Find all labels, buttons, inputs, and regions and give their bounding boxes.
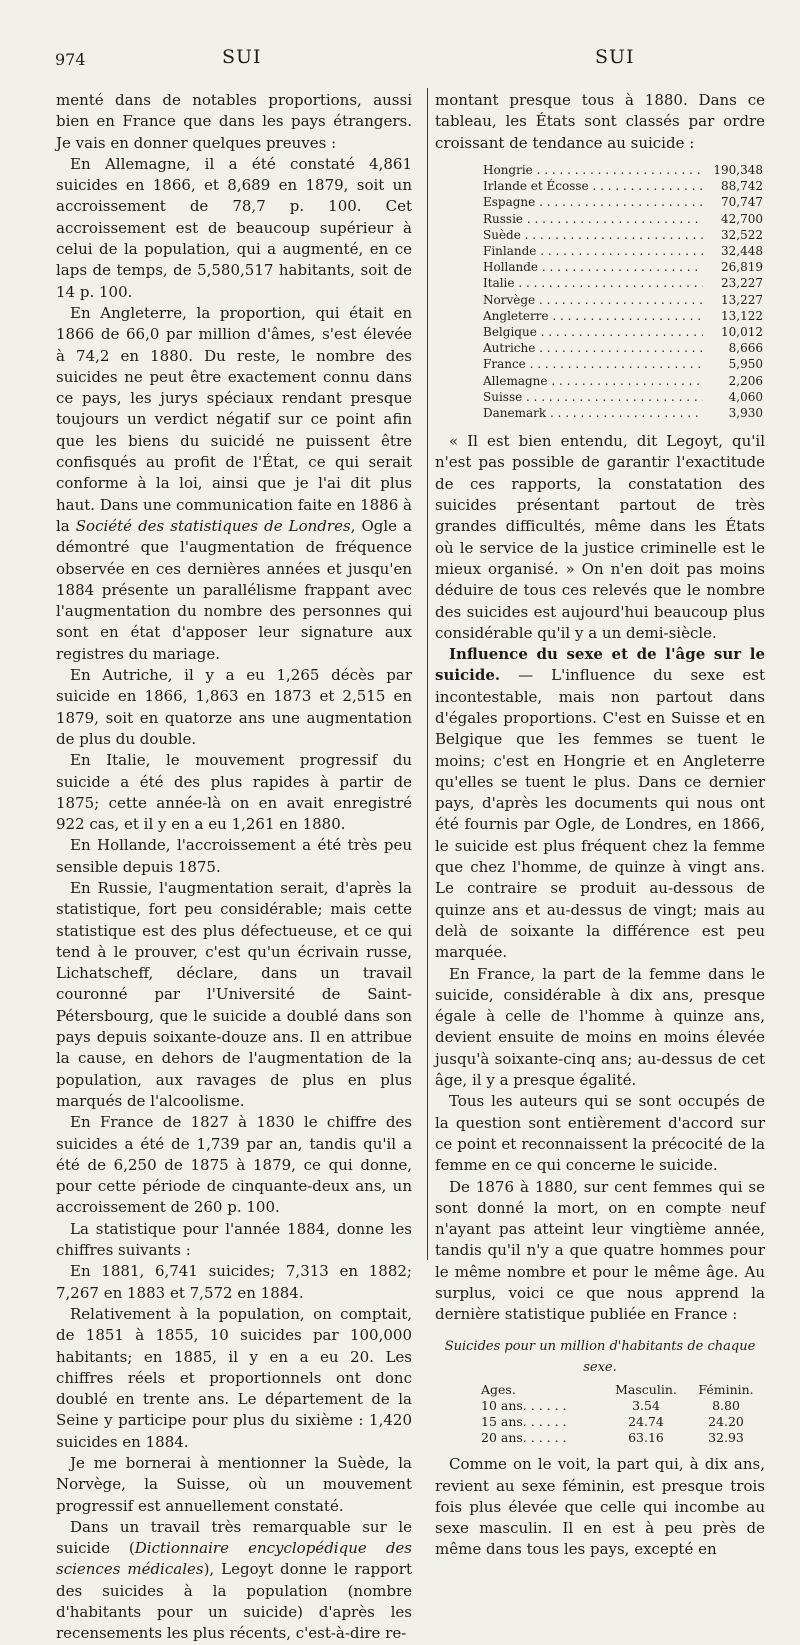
- country-name: Norvège . . .: [483, 292, 703, 308]
- right-column: [435, 90, 765, 1561]
- paragraph: [435, 644, 765, 963]
- country-value: 4,060: [728, 389, 763, 404]
- paragraph: De 1876 à 1880, sur cent femmes qui se sont donné la mort, on en compte neuf n'ayant pas atteint leur vingtième année, tandis qu'il n'y a que quatre hommes pour le même nombre et pour le même âge. Au surplus, voici ce que nous apprend la dernière statistique publiée en France :: [435, 1177, 765, 1324]
- paragraph: Comme on le voit, la part qui, à dix ans, revient au sexe féminin, est presque trois fois plus élevée que celle qui incombe au sexe masculin. Il en est à peu près de même dans tous les pays, excepté en: [435, 1455, 765, 1559]
- feminin-cell: 24.20: [708, 1414, 744, 1430]
- country-value: 88,742: [721, 179, 763, 194]
- country-value: 3,930: [728, 405, 763, 420]
- country-name: Espagne . . .: [483, 194, 703, 210]
- masculin-cell: 63.16: [628, 1430, 664, 1446]
- age-cell: 15 ans. . . . . .: [481, 1414, 567, 1430]
- paragraph: En Autriche, il y a eu 1,265 décès par suicide en 1866, 1,863 en 1873 et 2,515 en 1879, soit en quatorze ans une augmentation de plus du double.: [56, 666, 412, 748]
- country-name: Irlande et Écosse . . .: [483, 178, 703, 194]
- country-value: 13,122: [721, 308, 763, 323]
- country-name: Allemagne . . .: [483, 373, 703, 389]
- table-row: [483, 162, 763, 178]
- country-value: 5,950: [728, 357, 763, 372]
- country-value: 70,747: [721, 195, 763, 210]
- paragraph: En Angleterre, la proportion, qui était en 1866 de 66,0 par million d'âmes, s'est élevée à 74,2 en 1880. Du reste, le nombre des suicides ne peut être exactement connu dans ce pays, les jurys spéciaux rendant presque toujours un verdict négatif sur ce point afin que les biens du suicidé ne puissent être confisqués au profit de l'État, ce qui serait conforme à la loi, ainsi que je l'ai dit plus haut. Dans une communication faite en 1886 à la Société des statistiques de Londres, Ogle a démontré que l'augmentation de fréquence observée en ces dernières années et jusqu'en 1884 présente un parallélisme frappant avec l'augmentation du nombre des personnes qui sont en état d'apposer leur signature aux registres du mariage.: [56, 303, 412, 663]
- country-name: Belgique . . .: [483, 324, 703, 340]
- country-name: Angleterre . . .: [483, 308, 703, 324]
- header-feminin: Féminin.: [698, 1382, 754, 1398]
- table-row: [483, 324, 763, 340]
- header-age: Ages.: [481, 1382, 516, 1398]
- table-row: [483, 194, 763, 210]
- country-value: 32,522: [721, 227, 763, 242]
- paragraph: Tous les auteurs qui se sont occupés de la question sont entièrement d'accord sur ce point et reconnaissent la précocité de la femme en ce qui concerne le suicide.: [435, 1092, 765, 1175]
- left-column: [56, 90, 412, 1645]
- country-value: 10,012: [721, 324, 763, 339]
- country-value: 190,348: [713, 162, 763, 177]
- feminin-cell: 8.80: [712, 1398, 740, 1414]
- table-row: [483, 227, 763, 243]
- country-name: France . . .: [483, 356, 703, 372]
- country-value: 2,206: [728, 373, 763, 388]
- table-row: [483, 292, 763, 308]
- table-row: [483, 389, 763, 405]
- section-text: — L'influence du sexe est incontestable, mais non partout dans d'égales proportions. C'est en Suisse et en Belgique que les femmes se tuent le moins; c'est en Hongrie et en Angleterre qu'elles se tuent le plus. Dans ce dernier pays, d'après les documents qui nous ont été fournis par Ogle, de Londres, en 1866, le suicide est plus fréquent chez la femme que chez l'homme, de quinze à vingt ans. Le contraire se produit au-dessous de quinze ans et au-dessus de vingt; mais au delà de soixante la différence est peu marquée.: [435, 666, 765, 962]
- paragraph: En Russie, l'augmentation serait, d'après la statistique, fort peu considérable; mais cette statistique est des plus défectueuse, et ce qui tend à le prouver, c'est qu'un écrivain russe, Lichatscheff, déclare, dans un travail couronné par l'Université de Saint-Pétersbourg, que le suicide a doublé dans son pays depuis soixante-douze ans. Il en attribue la cause, en dehors de l'augmentation de la population, aux ravages de plus en plus marqués de l'alcoolisme.: [56, 878, 412, 1110]
- table-caption: Suicides pour un million d'habitants de chaque sexe.: [444, 1338, 756, 1375]
- table-row: [481, 1430, 761, 1446]
- country-table: [483, 162, 763, 421]
- table-row: [483, 405, 763, 421]
- country-value: 13,227: [721, 292, 763, 307]
- table-row: [483, 340, 763, 356]
- table-row: [483, 243, 763, 259]
- paragraph: En France de 1827 à 1830 le chiffre des suicides a été de 1,739 par an, tandis qu'il a été de 6,250 de 1875 à 1879, ce qui donne, pour cette période de cinquante-deux ans, un accroissement de 260 p. 100.: [56, 1113, 412, 1217]
- table-row: [483, 373, 763, 389]
- paragraph: Relativement à la population, on comptait, de 1851 à 1855, 10 suicides par 100,000 habitants; en 1885, il y en a eu 20. Les chiffres réels et proportionnels ont donc doublé en trente ans. Le département de la Seine y participe pour plus du sixième : 1,420 suicides en 1884.: [56, 1304, 412, 1451]
- column-divider: [427, 88, 428, 1260]
- paragraph: « Il est bien entendu, dit Legoyt, qu'il n'est pas possible de garantir l'exactitude de ces rapports, la constatation des suicides présentant partout de très grandes difficultés, même dans les États où le service de la justice criminelle est le mieux organisé. » On n'en doit pas moins déduire de tous ces relevés que le nombre des suicides est aujourd'hui beaucoup plus considérable qu'il y a un demi-siècle.: [435, 432, 765, 642]
- country-name: Autriche . . .: [483, 340, 703, 356]
- country-name: Russie . . .: [483, 211, 703, 227]
- table-header-row: [481, 1382, 761, 1398]
- running-head-left: SUI: [222, 46, 262, 68]
- table-row: [481, 1414, 761, 1430]
- paragraph: En 1881, 6,741 suicides; 7,313 en 1882; 7,267 en 1883 et 7,572 en 1884.: [56, 1262, 412, 1302]
- country-name: Suède . . .: [483, 227, 703, 243]
- paragraph: La statistique pour l'année 1884, donne les chiffres suivants :: [56, 1219, 412, 1260]
- table-row: [483, 259, 763, 275]
- italic-title: Dictionnaire encyclopédique des sciences médicales: [56, 1539, 412, 1579]
- page-header: [0, 44, 800, 74]
- country-name: Finlande . . .: [483, 243, 703, 259]
- country-name: Hongrie . . .: [483, 162, 703, 178]
- table-row: [481, 1398, 761, 1414]
- paragraph: Dans un travail très remarquable sur le suicide (Dictionnaire encyclopédique des sciences médicales), Legoyt donne le rapport des suicides à la population (nombre d'habitants pour un suicide) d'après les recensements les plus récents, c'est-à-dire re-: [56, 1517, 412, 1643]
- country-name: Suisse . . .: [483, 389, 703, 405]
- country-value: 26,819: [721, 260, 763, 275]
- table-row: [483, 356, 763, 372]
- sex-age-table: [481, 1382, 761, 1446]
- age-cell: 20 ans. . . . . .: [481, 1430, 567, 1446]
- country-value: 42,700: [721, 211, 763, 226]
- section-heading: Influence du sexe et de l'âge sur le suicide.: [435, 645, 765, 685]
- country-name: Hollande . . .: [483, 259, 703, 275]
- country-name: Italie . . .: [483, 275, 703, 291]
- table-row: [483, 211, 763, 227]
- masculin-cell: 24.74: [628, 1414, 664, 1430]
- paragraph: menté dans de notables proportions, aussi bien en France que dans les pays étrangers. Je vais en donner quelques preuves :: [56, 91, 412, 152]
- paragraph: En Hollande, l'accroissement a été très peu sensible depuis 1875.: [56, 836, 412, 876]
- country-name: Danemark . . .: [483, 405, 703, 421]
- header-masculin: Masculin.: [615, 1382, 677, 1398]
- paragraph: montant presque tous à 1880. Dans ce tableau, les États sont classés par ordre croissant de tendance au suicide :: [435, 91, 765, 152]
- paragraph: En Italie, le mouvement progressif du suicide a été des plus rapides à partir de 1875; cette année-là on en avait enregistré 922 cas, et il y en a eu 1,261 en 1880.: [56, 751, 412, 834]
- paragraph: En Allemagne, il a été constaté 4,861 suicides en 1866, et 8,689 en 1879, soit un accroissement de 78,7 p. 100. Cet accroissement est de beaucoup supérieur à celui de la population, qui a augmenté, en ce laps de temps, de 5,580,517 habitants, soit de 14 p. 100.: [56, 154, 412, 301]
- table-row: [483, 275, 763, 291]
- age-cell: 10 ans. . . . . .: [481, 1398, 567, 1414]
- paragraph: En France, la part de la femme dans le suicide, considérable à dix ans, presque égale à celle de l'homme à quinze ans, devient ensuite de moins en moins élevée jusqu'à soixante-cinq ans; au-dessus de cet âge, il y a presque égalité.: [435, 964, 765, 1090]
- feminin-cell: 32.93: [708, 1430, 744, 1446]
- table-row: [483, 178, 763, 194]
- table-row: [483, 308, 763, 324]
- paragraph: Je me bornerai à mentionner la Suède, la Norvège, la Suisse, où un mouvement progressif est annuellement constaté.: [56, 1454, 412, 1515]
- running-head-right: SUI: [595, 46, 635, 68]
- country-value: 23,227: [721, 276, 763, 291]
- country-value: 8,666: [728, 341, 763, 356]
- page-number: 974: [55, 50, 86, 69]
- country-value: 32,448: [721, 243, 763, 258]
- italic-title: Société des statistiques de Londres: [75, 516, 351, 535]
- masculin-cell: 3.54: [632, 1398, 660, 1414]
